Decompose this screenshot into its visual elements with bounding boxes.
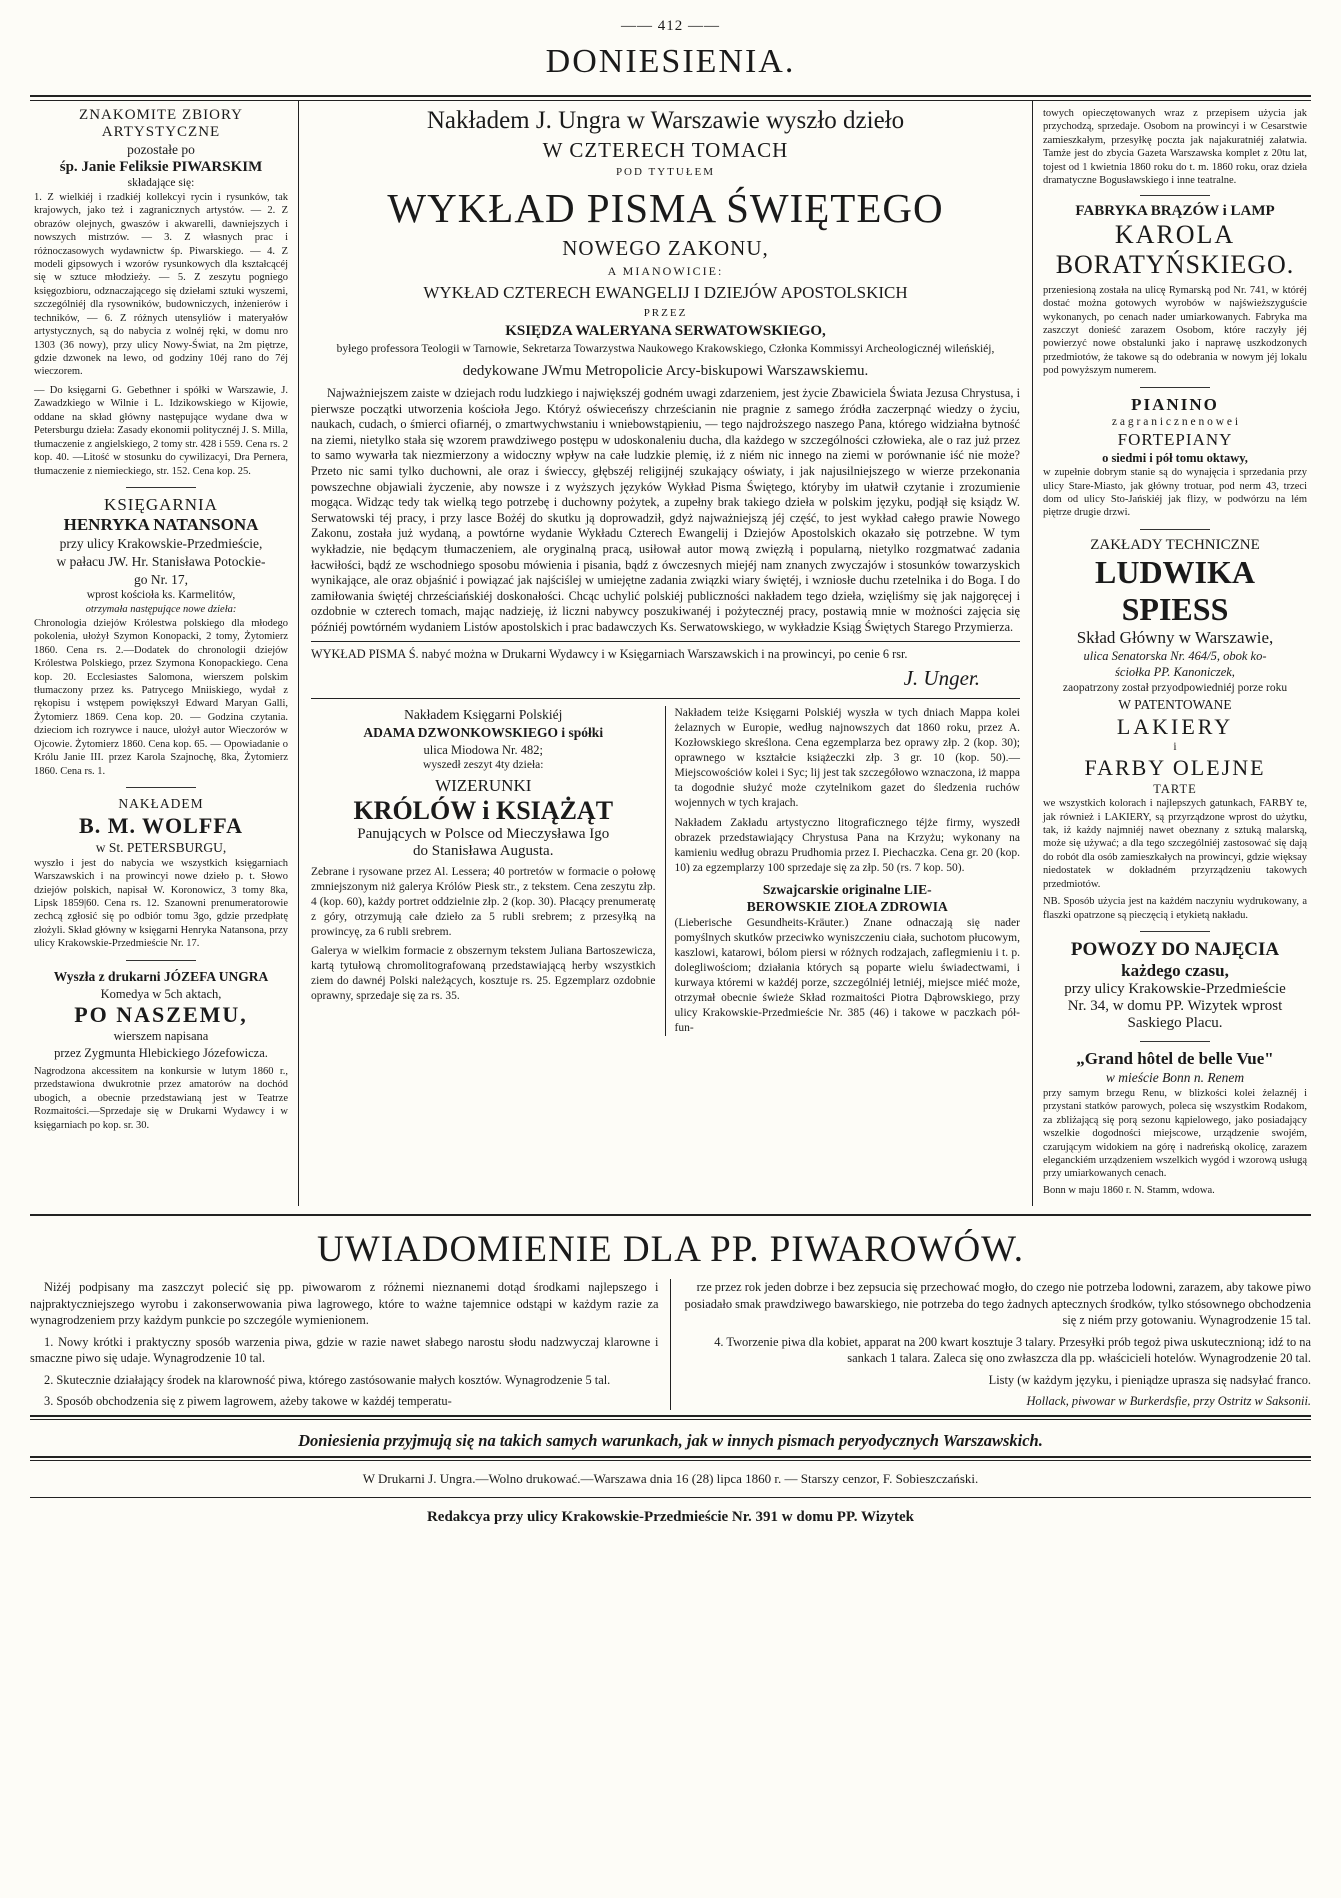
ad-natanson-line2: w pałacu JW. Hr. Stanisława Potockie-	[56, 553, 266, 569]
pianino-line2: z a g r a n i c z n e n o w e i	[1111, 415, 1239, 428]
ad-piwarski-title: ZNAKOMITE ZBIORY ARTYSTYCZNE	[79, 107, 243, 140]
middle-column	[298, 101, 1033, 1206]
mid-signature: J. Unger.	[903, 666, 980, 691]
ad-ungier-line1: Wyszła z drukarni JÓZEFA UNGRA	[53, 968, 269, 984]
spiess-line7: W PATENTOWANE	[1118, 696, 1232, 712]
footer-redaction: Redakcya przy ulicy Krakowskie-Przedmieście Nr. 391 w domu PP. Wizytek	[426, 1509, 915, 1526]
divider-r5	[1140, 1041, 1210, 1042]
divider-1	[126, 487, 196, 488]
powozy-line3: przy ulicy Krakowskie-Przedmieście	[1064, 981, 1286, 997]
divider-r2	[1140, 387, 1210, 388]
spiess-body2: NB. Sposób użycia jest na każdém naczyniu wydrukowany, a flaszki opatrzone są pieczęcią i etykietą nakładu.	[1043, 896, 1307, 921]
ad-continuation: towych opieczętowanych wraz z przepisem użycia jak przychodzą, sprzedaje. Osobom na prowincyi i w Cesarstwie zamieszkałym, przesyłkę poczta jak najakuratniéj załatwia. Tamże jest do zbycia Gazeta Warszawska komplet z 20tu lat, tojest od 1 kwietnia 1860 roku do t. m. 1860 roku, oraz dzieła dramatyczne Bogusławskiego i inne teatralne.	[1043, 108, 1307, 187]
spiess-line8: LAKIERY	[1116, 713, 1234, 739]
ad-piwarski-line2: pozostałe po	[127, 142, 195, 157]
ad-natanson-line3: go Nr. 17,	[134, 571, 188, 587]
hotel-line2: w mieście Bonn n. Renem	[1105, 1070, 1245, 1085]
ad-wolff-body: wyszło i jest do nabycia we wszystkich księgarniach Warszawskich i na prowincyi nowe dzieło p. t. Słowo dziejów polskich, napisał W. Koronowicz, 3 tomy 8ka, Lipsk 1859|60. Cena rs. 12. Szanowni prenumeratorowie zechcą zgłosić się po odbiór tomu 3go, gdzie przedpłatę złożyli. Skład główny w księgarni Henryka Natansona, przy ulicy Krakowskie-Przedmieście Nr. 17.	[34, 857, 288, 950]
wizerunki-body: Zebrane i rysowane przez Al. Lessera; 40 portretów w formacie o połowę zmniejszonym niż galerya Królów Piesk str., z tekstem. Cena zeszytu złp. 4 (kop. 60), każdy portret oddzielnie złp. 2 (kop. 30). Płacący prenumeratę z góry, otrzymują całe dzieło za 5 rubli srebrem; z przesyłką na prowincyę, za 6 rubli srebrem.	[311, 866, 656, 939]
boratynski-line3: BORATYŃSKIEGO.	[1055, 249, 1295, 279]
brewers-r2: 4. Tworzenie piwa dla kobiet, apparat na 200 kwart kosztuje 3 talary. Przesyłki prób tegoż piwa uskutecznioną; idź to na sankach 1 talara. Zaleca się ono zwłaszcza dla pp. właścicieli hotelów. Wynagrodzenie 20 tal.	[714, 1334, 1311, 1366]
powozy-line1: POWOZY DO NAJĘCIA	[1070, 939, 1280, 960]
footer-rule-mid	[30, 1456, 1311, 1461]
mid-author: KSIĘDZA WALERYANA SERWATOWSKIEGO,	[505, 323, 826, 339]
page-number	[30, 18, 1311, 35]
ad-wolff-line1: NAKŁADEM	[118, 796, 204, 811]
dzwonkowski-line3: ulica Miodowa Nr. 482;	[423, 742, 543, 757]
ad-piwarski	[34, 107, 288, 478]
ad-piwarski-body: 1. Z wielkiéj i rzadkiéj kollekcyi rycin i rysunków, tak krajowych, jako też i zagranicznych artystów. — 2. Z obrazów olejnych, gwaszów i akwarelli, dawniejszych i nowszych mistrzów. — 3. Z własnych prac i różnoczasowych wydawnictw śp. Piwarskiego. — 4. Z modeli gipsowych i wzorów rysunkowych dla kształcącéj się w sztuce młodzieży. — 5. Z zeszytu pogniego księgozbioru, odznaczającego się dziełami sztuki wyszemi, szczególniéj dla rysowników, budowniczych, inżenierów i techników, — 6. Z różnych utensyliów i materyałów artystycznych, są do nabycia z wolnéj ręki, w domu nro 1303 (36 nowy), przy ulicy Nowy-Świat, na 2m piętrze, gdzie dzwonek na lewo, od godziny 10éj rano do 7éj wieczorem.	[34, 191, 288, 378]
mid-author-desc: byłego professora Teologii w Tarnowie, Sekretarza Towarzystwa Naukowego Krakowskiego, Członka Kommissyi Archeologicznéj wileńskiéj,	[336, 343, 995, 355]
pianino-line4: o siedmi i pół tomu oktawy,	[1102, 450, 1248, 465]
obrazek-body: Nakładem Zakładu artystyczno litograficznego téjże firmy, wyszedł obrazek przedstawiający Chrystusa Pana na Krzyżu; wykonany na kamieniu według obrazu Prudhomia przez I. Piechaczka. Cena gr. 20 (kop. 10) za egzemplarzy 100 sprzedaje się za złp. 50 (rs. 7 kop. 50).	[674, 816, 1020, 874]
brewers-banner-columns	[30, 1279, 1311, 1410]
footer-imprint: W Drukarni J. Ungra.—Wolno drukować.—Warszawa dnia 16 (28) lipca 1860 r. — Starszy cenzor, F. Sobieszczański.	[362, 1471, 979, 1487]
mid-body-divider	[311, 641, 1020, 642]
pianino-line3: FORTEPIANY	[1117, 429, 1233, 449]
spiess-line3: Skład Główny w Warszawie,	[1076, 627, 1274, 647]
page-number-value: 412	[657, 18, 684, 34]
mid-big-title: WYKŁAD PISMA ŚWIĘTEGO	[387, 185, 944, 231]
ziola-head-1: Szwajcarskie originalne LIE-	[762, 881, 932, 897]
main-columns	[30, 101, 1311, 1206]
wizerunki-line7: Panujących w Polsce od Mieczysława Igo	[357, 826, 610, 843]
ad-natanson-line1: przy ulicy Krakowskie-Przedmieście,	[59, 535, 263, 551]
masthead-title: DONIESIENIA.	[545, 43, 796, 80]
brewers-r3: Listy (w każdym języku, i pieniądze uprasza się nadsyłać franco.	[988, 1372, 1311, 1387]
boratynski-body: przeniesioną została na ulicę Rymarską pod Nr. 741, w któréj dostać można gotowych wyrobów w najświeższyguście wykonanych, po cenach nader umiarkowanych. Fabryka ma zaszczyt donieść zarazem Osobom, które raczyły jéj powierzyć nowe obstalunki jako i naprawę uszkodzonych przedmiotów, że takowe są do odebrania w nowym jéj lokalu pod powyższym numerem.	[1043, 284, 1307, 377]
spiess-line11: TARTE	[1153, 781, 1197, 796]
ad-pianino	[1043, 395, 1307, 520]
ad-natanson-title: KSIĘGARNIA	[104, 494, 218, 514]
ad-ungier-body: Nagrodzona akcessitem na konkursie w lutym 1860 r., przedstawiona dwukrotnie przez amatorów na dochód ubogich, a obecnie przedstawianą jest w Teatrze Rozmaitości.—Sprzedaje się w Drukarni Wydawcy i w księgarniach po kop. sr. 30.	[34, 1066, 288, 1131]
mid-head-2: W CZTERECH TOMACH	[542, 138, 789, 162]
spiess-line5: ściołka PP. Kanoniczek,	[1115, 665, 1235, 680]
spiess-line1: ZAKŁADY TECHNICZNE	[1090, 536, 1260, 553]
boratynski-line2: KAROLA	[1114, 219, 1236, 249]
hotel-line1: „Grand hôtel de belle Vue"	[1076, 1049, 1274, 1068]
spiess-line6: zaopatrzony został przyodpowiedniéj porze roku	[1062, 681, 1288, 694]
ad-ungier-line3: wierszem napisana	[113, 1029, 209, 1043]
ad-spiess	[1043, 537, 1307, 922]
wizerunki-label: WIZERUNKI	[435, 776, 532, 796]
mid-sub-right	[666, 706, 1021, 1035]
ad-ungier-komedya	[34, 968, 288, 1133]
wizerunki-line8: do Stanisława Augusta.	[413, 843, 554, 860]
pianino-line1: PIANINO	[1131, 394, 1219, 414]
ziola-body: (Lieberische Gesundheits-Kräuter.) Znane odnaczają się nader pomyślnych skutków przeciwko wyniszczeniu ciała, suchotom płucowym, kaszlowi, katarowi, bólom piersi w różnych rodzajach, zaflegmieniu i t. p. dolegliwościom; działania których są poparte wielu świadectwami, i kurwaya któremi w każdéj porze, szczególniéj letniéj, miejsce miéć może, otrzymał obecnie świeże Skład rozmaitości Piotra Dąbrowskiego, przy ulicy Krakowskie-Przedmieście Nr. 385 (46) i takowe w paczkach pół-fun-	[674, 917, 1020, 1034]
brewers-right	[671, 1279, 1312, 1410]
mid-sub-3: WYKŁAD CZTERECH EWANGELIJ I DZIEJÓW APOSTOLSKICH	[423, 283, 908, 302]
brewers-p2: 1. Nowy krótki i praktyczny sposób warzenia piwa, gdzie w razie nawet słabego narostu słodu nadzwyczaj klarowne i smaczne piwo się udaje. Wynagrodzenie 10 tal.	[30, 1334, 659, 1366]
dzwonkowski-line4: wyszedł zeszyt 4ty dzieła:	[423, 759, 544, 772]
brewers-banner-title: UWIADOMIENIE DLA PP. PIWAROWÓW.	[317, 1229, 1024, 1271]
spiess-body: we wszystkich kolorach i najlepszych gatunkach, FARBY te, jak również i LAKIERY, są przyrządzone wprost do użytku, tak, iż każdy najmniéj nawet obeznany z sztuką malarską, może się używać; a dla tego szczególniéj zastosować się dają do robót dla osób zamieszkałych na prowincyi, gdzie więksay niedostatek w dokładném przyrządzeniu takowych przedmiotów.	[1043, 798, 1307, 890]
ad-ungier-title: PO NASZEMU,	[74, 1002, 248, 1027]
mid-head-3: POD TYTUŁEM	[615, 166, 716, 178]
dzwonkowski-line1: Nakładem Księgarni Polskiéj	[404, 707, 563, 723]
hotel-body: przy samym brzegu Renu, w blizkości kolei żelaznéj i przystani statków parowych, poleca się wszystkim Rodakom, za zbliżającą się porą sezonu kąpielowego, jako posiadający wszelkie dogodności miejscowe, urządzenie swojém, czarującym widokiem na górę i nadreńską okolicę, zarazem eleganckiém urządzeniem wszelkich wygód i wzorową usługą przy umiarkowanych cenach.	[1043, 1087, 1307, 1180]
ad-piwarski-line3: śp. Janie Feliksie PIWARSKIM	[59, 158, 263, 175]
mid-sub-left	[311, 706, 666, 1035]
ad-natanson-line5: otrzymała następujące nowe dzieła:	[85, 604, 237, 616]
mid-sub-2: A MIANOWICIE:	[607, 264, 724, 278]
brewers-r1: rze przez rok jeden dobrze i bez zepsucia się przechować mogło, do czego nie potrzeba lodowni, zarazem, aby takowe piwo posiadało smak prawdziwego bawarskiego, nie potrzeba do tego żadnych aptecznych środków, tylko stósownego obchodzenia się z niém przy gotowaniu. Wynagrodzenie 15 tal.	[684, 1280, 1311, 1328]
hotel-signature: Bonn w maju 1860 r. N. Stamm, wdowa.	[1043, 1184, 1215, 1196]
spiess-line2: LUDWIKA SPIESS	[1094, 553, 1255, 627]
page-number-dash-left: ——	[621, 18, 658, 34]
divider-2	[126, 787, 196, 788]
mid-subcolumns	[311, 698, 1020, 1035]
ad-hotel	[1043, 1049, 1307, 1197]
boratynski-line1: FABRYKA BRĄZÓW i LAMP	[1075, 202, 1275, 219]
brewers-left	[30, 1279, 671, 1410]
brewers-p4: 3. Sposób obchodzenia się z piwem lagrowem, ażeby takowe w każdéj temperatu-	[44, 1394, 452, 1409]
brewers-p1: Niżéj podpisany ma zaszczyt polecić się pp. piwowarom z różnemi nieznanemi dotąd środkami najlepszego i najpraktyczniejszego wyrobu i zakonserwowania piwa lagrowego, które to ważne tajemnice odstąpi w każdym razie za wynagrodzeniem przy każdym punkcie po szczególe wymienionem.	[30, 1280, 659, 1328]
mappa-body: Nakładem teiże Księgarni Polskiéj wyszła w tych dniach Mappa kolei żelaznych w Europie, według najnowszych dat 1860 roku, przez A. Kozłowskiego skreślona. Cena egzemplarza bez oprawy złp. 2 (kop. 30); oprawnego w kształcie książeczki złp. 3 gr. 10 (kop. 50).—Miejscowościów kolei i Syc; lij jest tak szczegółowo wznaczona, iż mappa ta dogodnie służyć może czytelnikom gazet do śledzenia ruchów wojennych w tych krajach.	[674, 707, 1020, 809]
ad-natanson-name: HENRYKA NATANSONA	[63, 514, 259, 534]
page-number-dash-right: ——	[683, 18, 720, 34]
spiess-line4: ulica Senatorska Nr. 464/5, obok ko-	[1083, 648, 1267, 663]
ad-piwarski-line4: składające się:	[127, 176, 195, 189]
powozy-line5: Saskiego Placu.	[1127, 1015, 1223, 1031]
mid-sub-1: NOWEGO ZAKONU,	[562, 236, 769, 260]
powozy-line2: każdego czasu,	[1121, 961, 1229, 980]
ad-ungier-line4: przez Zygmunta Hlebickiego Józefowicza.	[54, 1045, 268, 1060]
spiess-line9: i	[1173, 740, 1177, 753]
wizerunki-body2: Galerya w wielkim formacie z obszernym tekstem Juliana Bartoszewicza, kartą tytułową chromolitografowaną przedstawiającą herby wszystkich ziem do dawnéj Polski należących, kosztuje rs. 25. Egzemplarz ozdobnie oprawny, sprzedaje się za rs. 35.	[311, 945, 656, 1002]
powozy-line4: Nr. 34, w domu PP. Wizytek wprost	[1067, 998, 1283, 1014]
footer-rule-top	[30, 1415, 1311, 1420]
dzwonkowski-line2: ADAMA DZWONKOWSKIEGO i spółki	[363, 725, 604, 741]
divider-r3	[1140, 529, 1210, 530]
divider-r1	[1140, 195, 1210, 196]
ad-powozy	[1043, 939, 1307, 1032]
brewers-signature: Hollack, piwowar w Burkerdsfie, przy Ostritz w Saksonii.	[1026, 1394, 1311, 1409]
mid-sub-4: PRZEZ	[643, 307, 688, 319]
ad-wolff-line2: w St. PETERSBURGU,	[95, 839, 227, 855]
ad-ungier-line2: Komedya w 5ch aktach,	[100, 986, 222, 1001]
ad-natanson-line4: wprost kościoła ks. Karmelitów,	[86, 589, 236, 602]
ad-natanson-body: Chronologia dziejów Królestwa polskiego dla młodego pokolenia, ułożył Szymon Konopacki, 2 tomy, Żytomierz 1860. Cena rs. 2.—Dodatek do chronologii dziejów Królestwa Polskiego, przez Szymona Konopackiego. Cena kop. 20. Ecclesiastes Salomona, wierszem polskim tłumaczony przez ks. Patrycego Mniiskiego, wydał z rękopisu i wstępem powiększył Edward Maryan Galli, Żytomierz 1869. Cena kop. 20. — Godzina czytania. dzieciom ich rozrywce i nauce, ułożył autor Wieczorów w Ojcowie. Żytomierz 1860. Cena kop. 65. — Opowiadanie o Królu Janie III. przez Karola Szajnochę, 8ka, Żytomierz 1860. Cena rs. 1.	[34, 617, 288, 777]
divider-3	[126, 960, 196, 961]
ad-wolff	[34, 795, 288, 951]
mid-head-1: Nakładem J. Ungra w Warszawie wyszło dzieło	[426, 107, 905, 134]
mid-body-1: Najważniejszem zaiste w dziejach rodu ludzkiego i największéj godném uwagi zdarzeniem, jest życie Zbawiciela Świata Jezusa Chrystusa, i pierwsze początki utworzenia kościoła Jego. Któryż oświeceńszy chrześcianin nie pragnie z samego źródła zaczerpnąć wiedzy o życiu, naukach, cudach, o śmierci ofiarnéj, o zmartwychwstaniu i wniebowstąpieniu, — tego najdroższego naszego Pana, którego widziałna bytność na ziemi, nietylko stała się wzorem prawdziwego postępu w udoskonaleniu ducha, dla każdego w szczególności człowieka, ale o raz już przez to samo wywarła tak niezmierzony a widoczny wpływ na całe ludzkie plemię, iż z niém nic innego na ziemi w porównanie iść nie może? Przeto nic sami tylko duchowni, ale oraz i świeccy, głębszéj religijnéj szukający oświaty, i jak najusilniejszego w wierze przekonania powszechne objawiali życzenie, aby nowsze i z wyższych języków Wykład Pisma Świętego, któryby im ułatwił czytanie i zrozumienie mogąca. Widząc tedy tak wielką tego potrzebę i duchowny pożytek, a zupełny brak takiego dzieła w polskim języku, podjął się ksiądz W. Serwatowski téj pracy, i przy lasce Bożéj do skutku ją doprowadził, gdyż najważniejszą jéj część, to jest wykład całego prawie Nowego Zakonu, została już wydaną, a powtórne wydanie Wykładu Czterech Ewangelij i Dziejów Apostolskich okazało się potrzebne. W tym wykładzie, nie będącym tłumaczeniem, ale oryginalną pracą, usiłował autor mową zwięzłą i popularną, nietylko rozgmatwać zadania łacwiłości, bądź ze wschodniego sposobu mówienia i pisania, bądź z ówczesnych miejéj nam znanych zwyczajów i stosunków towarzyskich wynikające, ale oraz objaśnić i powiązać jak najściślej w umiejętne zadania związki wiary świętéj, i wzniosłe duchu rzetelnika i do Boga. I do zamiłowania świętéj chrześciańskiéj doskonałości. Chcąc uchylić polskiéj publiczności nakładem tego dzieła, wzięliśmy się jak najgoręcej i ozdobnie w czterech tomach, mając nadzieję, iż liczni nabywcy poszukiwanéj i pożytecznéj pracy, postawią mnie w możności zajęcia się późniéj powtórném wydaniem Listów apostolskich i prac badawczych Ks. Serwatowskiego, w wykładzie Ksiąg Świętych Starego Przymierza.	[311, 385, 1020, 635]
ziola-head-2: BEROWSKIE ZIOŁA ZDROWIA	[746, 899, 948, 915]
left-column	[30, 101, 298, 1206]
mid-body-2: WYKŁAD PISMA Ś. nabyć można w Drukarni Wydawcy i w Księgarniach Warszawskich i na prowincyi, po cenie 6 rsr.	[311, 646, 908, 661]
ad-boratynski	[1043, 203, 1307, 378]
ad-natanson	[34, 495, 288, 778]
pianino-body: w zupełnie dobrym stanie są do wynajęcia i sprzedania przy ulicy Stare-Miasto, jak główny trotuar, pod nerm 43, trzeci dom od ulicy Sto-Jańskiéj jak flizy, w podwórzu na lém piętrze drugie drzwi.	[1043, 467, 1307, 519]
ad-piwarski-body2: — Do księgarni G. Gebethner i spółki w Warszawie, J. Zawadzkiego w Wilnie i L. Idzikowskiego w Kijowie, oddane na skład główny następujące wydane dwa w Petersburgu dzieła: Zasady ekonomii politycznéj J. S. Milla, tłumaczenie z angielskiego, 2 tomy str. 428 i 559. Cena rs. 2 kop. 40. —Litość w stosunku do cywilizacyi, Dra Pernera, tłumaczenie z niemieckiego, str. 152. Cena kop. 25.	[34, 384, 288, 477]
spiess-line10: FARBY OLEJNE	[1084, 754, 1266, 780]
mid-dedication: dedykowane JWmu Metropolicie Arcy-biskupowi Warszawskiemu.	[462, 362, 869, 379]
ad-wolff-name: B. M. WOLFFA	[79, 812, 243, 838]
wizerunki-title: KRÓLÓW i KSIĄŻĄT	[353, 796, 614, 826]
brewers-banner	[30, 1214, 1311, 1410]
footer-notice: Doniesienia przyjmują się na takich samych warunkach, jak w innych pismach peryodycznych Warszawskich.	[298, 1430, 1043, 1450]
footer-rule-bottom	[30, 1497, 1311, 1498]
right-column	[1033, 101, 1311, 1206]
divider-r4	[1140, 931, 1210, 932]
brewers-p3: 2. Skutecznie działający środek na klarowność piwa, którego zastósowanie małych kosztów. Wynagrodzenie 5 tal.	[44, 1372, 611, 1387]
